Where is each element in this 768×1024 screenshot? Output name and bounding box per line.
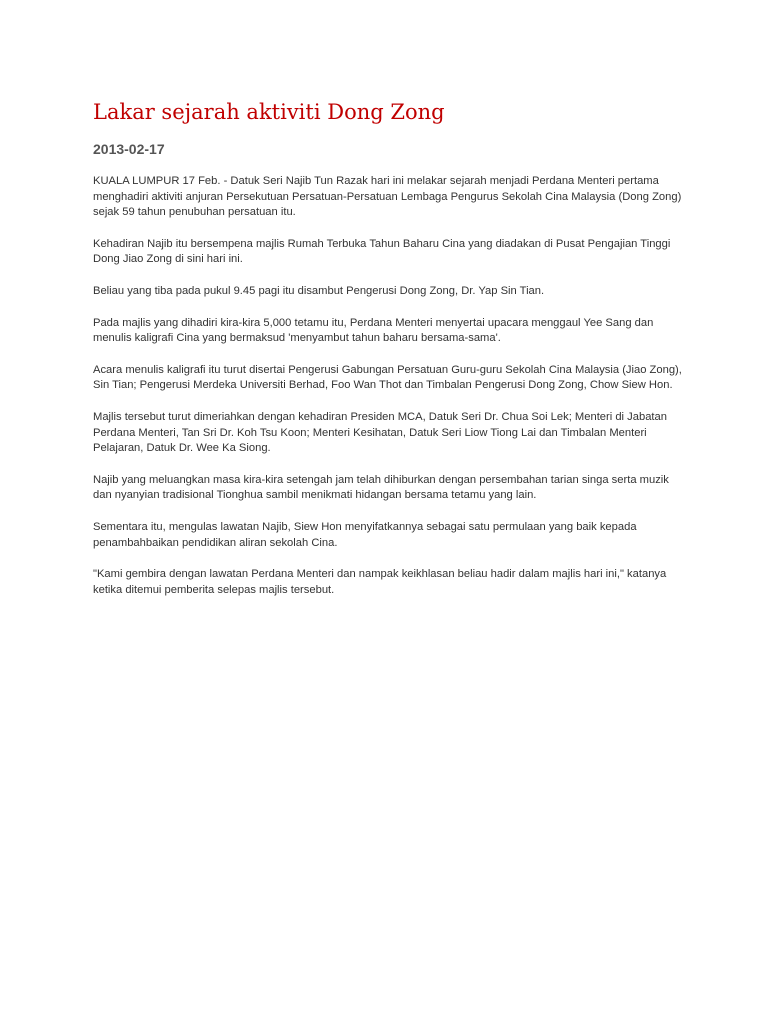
article-paragraph: Kehadiran Najib itu bersempena majlis Rumah Terbuka Tahun Baharu Cina yang diadakan di Pusat Pengajian Tinggi Dong Jiao Zong di sini hari ini.	[93, 237, 671, 266]
article-paragraph: Beliau yang tiba pada pukul 9.45 pagi itu disambut Pengerusi Dong Zong, Dr. Yap Sin Tian.	[93, 284, 545, 297]
article-date: 2013-02-17	[93, 141, 165, 157]
article-paragraph: Majlis tersebut turut dimeriahkan dengan kehadiran Presiden MCA, Datuk Seri Dr. Chua Soi Lek; Menteri di Jabatan Perdana Menteri, Tan Sri Dr. Koh Tsu Koon; Menteri Kesihatan, Datuk Seri Liow Tiong Lai dan Timbalan Menteri Pelajaran, Datuk Dr. Wee Ka Siong.	[93, 410, 667, 455]
article-paragraph: KUALA LUMPUR 17 Feb. - Datuk Seri Najib Tun Razak hari ini melakar sejarah menjadi Perdana Menteri pertama menghadiri aktiviti anjuran Persekutuan Persatuan-Persatuan Lembaga Pengurus Sekolah Cina Malaysia (Dong Zong) sejak 59 tahun penubuhan persatuan itu.	[93, 175, 682, 219]
article-paragraph: "Kami gembira dengan lawatan Perdana Menteri dan nampak keikhlasan beliau hadir dalam majlis hari ini," katanya ketika ditemui pemberita selepas majlis tersebut.	[93, 568, 667, 596]
article-paragraph: Sementara itu, mengulas lawatan Najib, Siew Hon menyifatkannya sebagai satu permulaan yang baik kepada penambahbaikan pendidikan aliran sekolah Cina.	[93, 520, 637, 549]
article	[93, 96, 683, 614]
article-title: Lakar sejarah aktiviti Dong Zong	[93, 100, 445, 124]
article-paragraph: Pada majlis yang dihadiri kira-kira 5,000 tetamu itu, Perdana Menteri menyertai upacara menggaul Yee Sang dan menulis kaligrafi Cina yang bermaksud 'menyambut tahun baharu bersama-sama'.	[93, 316, 654, 345]
article-body	[93, 174, 683, 598]
article-paragraph: Acara menulis kaligrafi itu turut disertai Pengerusi Gabungan Persatuan Guru-guru Sekolah Cina Malaysia (Jiao Zong), Sin Tian; Pengerusi Merdeka Universiti Berhad, Foo Wan Thot dan Timbalan Pengerusi Dong Zong, Chow Siew Hon.	[93, 363, 682, 392]
article-paragraph: Najib yang meluangkan masa kira-kira setengah jam telah dihiburkan dengan persembahan tarian singa serta muzik dan nyanyian tradisional Tionghua sambil menikmati hidangan bersama tetamu yang lain.	[93, 473, 669, 502]
